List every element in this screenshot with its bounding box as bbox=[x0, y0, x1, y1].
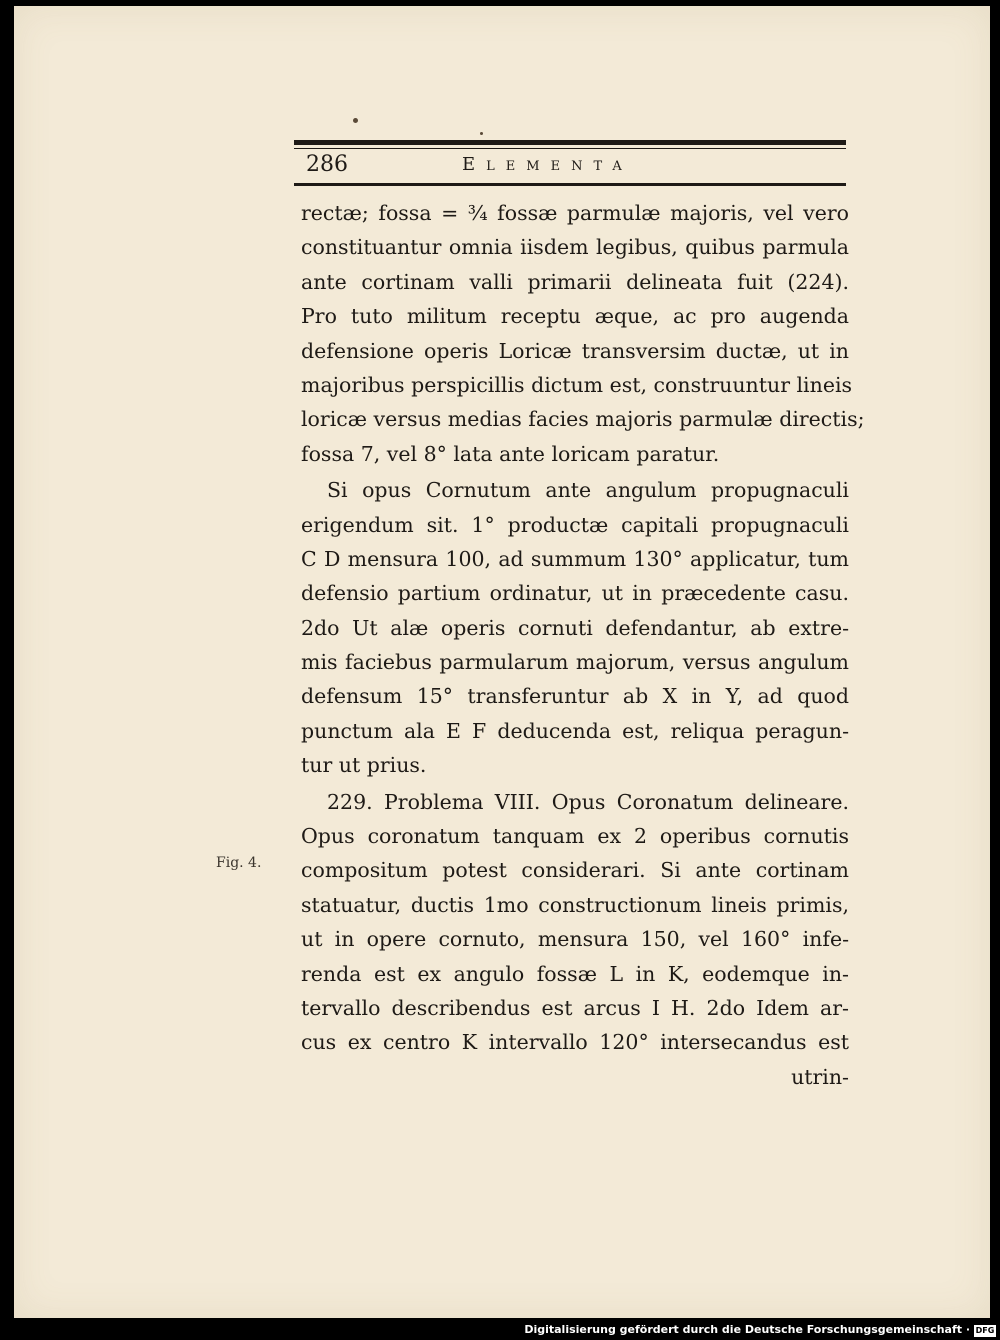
text-line: Opus coronatum tanquam ex 2 operibus cornutis bbox=[301, 824, 849, 849]
body-text bbox=[301, 196, 865, 1094]
text-line: 229. Problema VIII. Opus Coronatum delineare. bbox=[327, 789, 849, 814]
text-line: defensio partium ordinatur, ut in præcedente casu. bbox=[301, 581, 849, 606]
ink-speck bbox=[480, 132, 483, 135]
text-line: Si opus Cornutum ante angulum propugnaculi bbox=[327, 478, 849, 503]
text-line: rectæ; fossa = ¾ fossæ parmulæ majoris, vel vero bbox=[301, 201, 849, 225]
text-line: erigendum sit. 1° productæ capitali propugnaculi bbox=[301, 512, 849, 537]
text-line: 2do Ut alæ operis cornuti defendantur, ab extre- bbox=[301, 615, 849, 640]
text-line: mis faciebus parmularum majorum, versus angulum bbox=[301, 650, 849, 675]
header-rule-thin bbox=[294, 148, 846, 149]
text-line: ante cortinam valli primarii delineata fuit (224). bbox=[301, 269, 849, 294]
text-line: statuatur, ductis 1mo constructionum lineis primis, bbox=[301, 892, 849, 917]
running-head: Elementa bbox=[462, 154, 633, 175]
page-number: 286 bbox=[306, 152, 348, 177]
text-line: fossa 7, vel 8° lata ante loricam paratur. bbox=[301, 441, 720, 466]
text-line: punctum ala E F deducenda est, reliqua peragun- bbox=[301, 718, 849, 743]
text-line: tur ut prius. bbox=[301, 753, 427, 778]
digitization-credit: Digitalisierung gefördert durch die Deutsche Forschungsgemeinschaft · bbox=[524, 1323, 970, 1336]
text-line: compositum potest considerari. Si ante cortinam bbox=[301, 858, 849, 883]
header-rule-bottom bbox=[294, 183, 846, 186]
text-line: Pro tuto militum receptu æque, ac pro augenda bbox=[301, 304, 849, 329]
text-line: renda est ex angulo fossæ L in K, eodemque in- bbox=[301, 961, 849, 986]
text-line: cus ex centro K intervallo 120° intersecandus est bbox=[301, 1030, 849, 1055]
text-line: C D mensura 100, ad summum 130° applicatur, tum bbox=[301, 546, 849, 571]
ink-speck bbox=[353, 118, 358, 123]
text-line: defensione operis Loricæ transversim ductæ, ut in bbox=[301, 338, 849, 363]
margin-note-figure-reference: Fig. 4. bbox=[216, 855, 262, 871]
catchword: utrin- bbox=[791, 1064, 849, 1089]
text-line: constituantur omnia iisdem legibus, quibus parmula bbox=[301, 235, 849, 260]
text-line: ut in opere cornuto, mensura 150, vel 160° infe- bbox=[301, 927, 849, 952]
text-line: majoribus perspicillis dictum est, construuntur lineis bbox=[301, 372, 853, 397]
text-line: loricæ versus medias facies majoris parmulæ directis; bbox=[301, 407, 865, 432]
dfg-logo-icon: DFG bbox=[975, 1326, 995, 1335]
header-rule-thick bbox=[294, 140, 846, 145]
text-line: tervallo describendus est arcus I H. 2do Idem ar- bbox=[301, 995, 849, 1020]
page-header bbox=[300, 150, 840, 180]
text-line: defensum 15° transferuntur ab X in Y, ad quod bbox=[301, 684, 849, 709]
